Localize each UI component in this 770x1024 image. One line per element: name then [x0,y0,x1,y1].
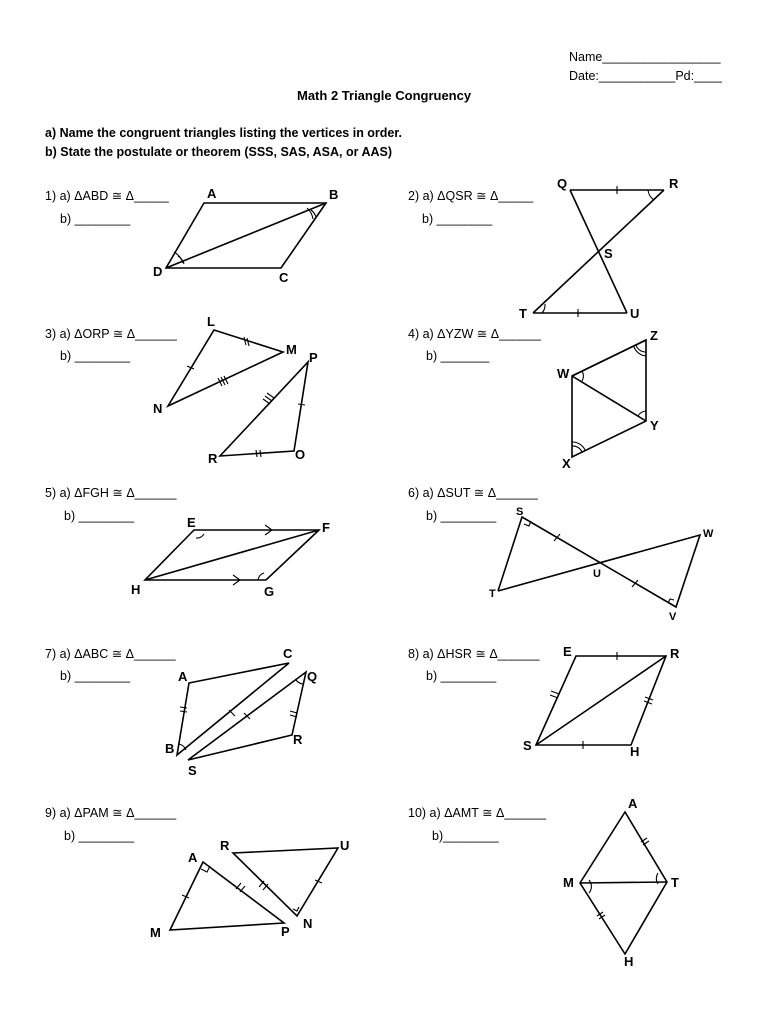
problem-3-part-b[interactable]: b) ________ [60,349,131,363]
label-2-S: S [604,246,613,261]
figure-1 [153,186,338,285]
label-6-T: T [489,588,496,600]
label-3-P: P [309,350,318,365]
label-10-H: H [624,954,634,969]
label-6-U: U [593,568,601,580]
problem-7-part-a[interactable]: 7) a) ΔABC ≅ Δ______ [45,647,176,661]
problem-8-part-a[interactable]: 8) a) ΔHSR ≅ Δ______ [408,647,540,661]
label-7-S: S [188,763,197,778]
figure-10 [563,796,679,969]
label-8-E: E [563,644,572,659]
date-period-field[interactable]: Date:___________Pd:____ [569,69,722,83]
label-7-Q: Q [307,669,318,684]
label-9-U: U [340,838,350,853]
label-10-T: T [671,875,679,890]
problem-1-part-b[interactable]: b) ________ [60,212,131,226]
label-2-Q: Q [557,176,568,191]
label-10-M: M [563,875,574,890]
figure-5 [131,515,330,599]
figure-4 [557,328,659,471]
figure-6 [489,506,714,623]
problem-9-part-b[interactable]: b) ________ [64,829,135,843]
label-9-N: N [303,916,313,931]
instruction-b: b) State the postulate or theorem (SSS, SAS, ASA, or AAS) [45,145,393,159]
label-3-L: L [207,314,215,329]
problem-8-part-b[interactable]: b) ________ [426,669,497,683]
label-3-N: N [153,401,163,416]
label-2-R: R [669,176,679,191]
problem-9-part-a[interactable]: 9) a) ΔPAM ≅ Δ______ [45,806,177,820]
label-1-B: B [329,187,339,202]
label-1-C: C [279,270,289,285]
figure-2 [519,176,679,321]
label-5-F: F [322,520,330,535]
label-7-A: A [178,669,188,684]
problem-1-part-a[interactable]: 1) a) ΔABD ≅ Δ_____ [45,189,169,203]
label-6-V: V [669,611,677,623]
problem-4-part-a[interactable]: 4) a) ΔYZW ≅ Δ______ [408,327,541,341]
label-7-R: R [293,732,303,747]
problem-10-part-a[interactable]: 10) a) ΔAMT ≅ Δ______ [408,806,547,820]
label-10-A: A [628,796,638,811]
figure-7 [165,646,317,778]
label-3-R: R [208,451,218,466]
label-4-Y: Y [650,418,659,433]
instruction-a: a) Name the congruent triangles listing the vertices in order. [45,126,403,140]
problem-5-part-a[interactable]: 5) a) ΔFGH ≅ Δ______ [45,486,177,500]
label-4-W: W [557,366,570,381]
label-5-G: G [264,584,275,599]
figure-3 [153,314,318,466]
problem-7-part-b[interactable]: b) ________ [60,669,131,683]
problem-3-part-a[interactable]: 3) a) ΔORP ≅ Δ______ [45,327,177,341]
problem-6-part-a[interactable]: 6) a) ΔSUT ≅ Δ______ [408,486,538,500]
label-8-H: H [630,744,640,759]
page-title: Math 2 Triangle Congruency [297,88,472,103]
problem-2-part-a[interactable]: 2) a) ΔQSR ≅ Δ_____ [408,189,534,203]
label-3-M: M [286,342,297,357]
problem-6-part-b[interactable]: b) ________ [426,509,497,523]
label-8-R: R [670,646,680,661]
label-6-S: S [516,506,524,518]
name-field[interactable]: Name_________________ [569,50,721,64]
label-9-P: P [281,924,290,939]
label-9-M: M [150,925,161,940]
label-2-U: U [630,306,640,321]
problem-5-part-b[interactable]: b) ________ [64,509,135,523]
label-4-X: X [562,456,571,471]
label-9-A: A [188,850,198,865]
figure-8 [523,644,680,759]
label-5-H: H [131,582,141,597]
label-4-Z: Z [650,328,658,343]
problem-2-part-b[interactable]: b) ________ [422,212,493,226]
label-1-A: A [207,186,217,201]
label-6-W: W [703,528,714,540]
label-1-D: D [153,264,163,279]
label-7-C: C [283,646,293,661]
label-7-B: B [165,741,175,756]
label-3-O: O [295,447,306,462]
label-9-R: R [220,838,230,853]
label-8-S: S [523,738,532,753]
problem-10-part-b[interactable]: b)________ [432,829,499,843]
problem-4-part-b[interactable]: b) _______ [426,349,490,363]
label-2-T: T [519,306,527,321]
figure-9 [150,838,349,940]
label-5-E: E [187,515,196,530]
